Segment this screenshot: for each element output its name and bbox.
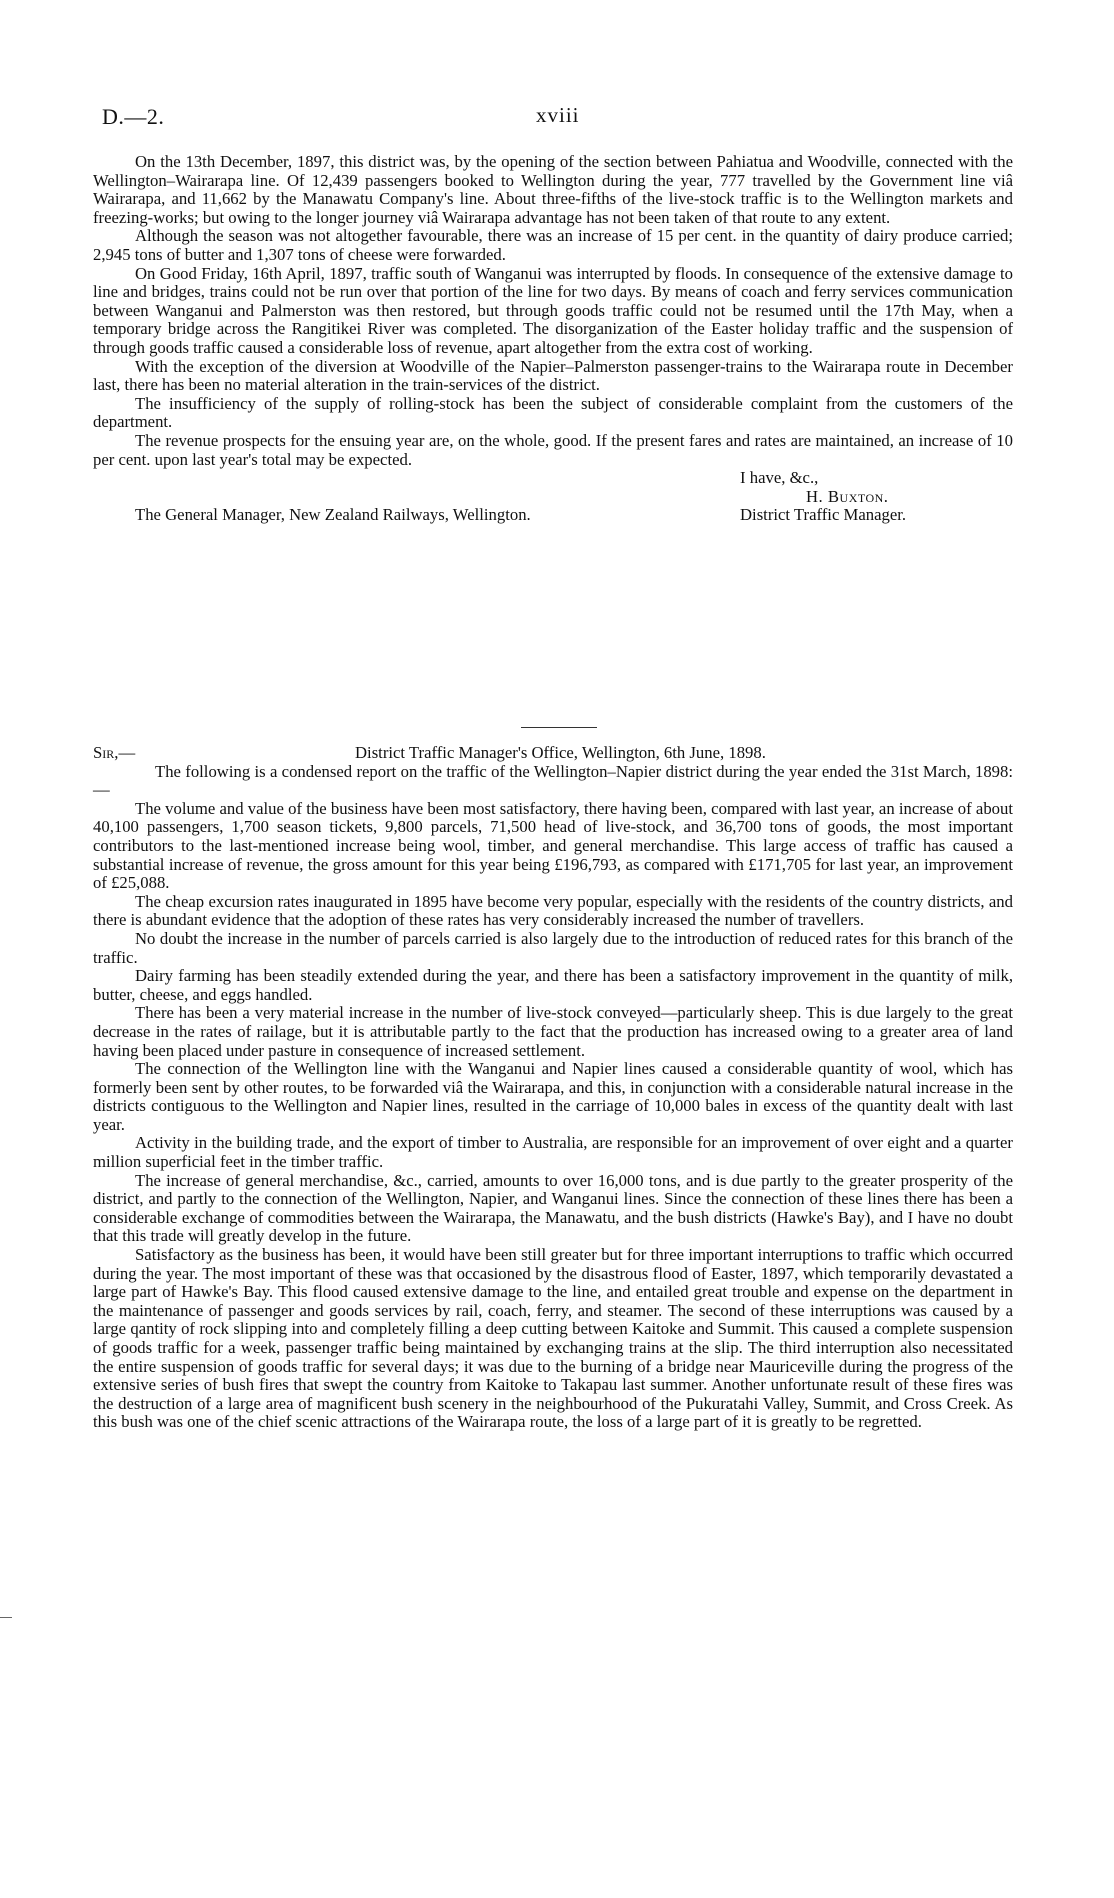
- paragraph: Although the season was not altogether favourable, there was an increase of 15 per cent. in the quantity of dairy produce carried; 2,945 tons of butter and 1,307 tons of cheese were forwarded.: [93, 226, 1013, 264]
- salutation: Sir,—: [93, 743, 136, 762]
- paragraph: Dairy farming has been steadily extended during the year, and there has been a satisfactory improvement in the quantity of milk, butter, cheese, and eggs handled.: [93, 966, 1013, 1004]
- addressee-line: [93, 506, 1013, 525]
- paragraph: The connection of the Wellington line with the Wanganui and Napier lines caused a considerable quantity of wool, which has formerly been sent by other routes, to be forwarded viâ the Wairarapa, and this, in conjunction with a considerable natural increase in the districts contiguous to the Wellington and Napier lines, resulted in the carriage of 10,000 bales in excess of the quantity dealt with last year.: [93, 1059, 1013, 1134]
- paragraph: The increase of general merchandise, &c., carried, amounts to over 16,000 tons, and is due partly to the greater prosperity of the district, and partly to the connection of the Wellington, Napier, and Wanganui lines. Since the connection of these lines there has been a considerable exchange of commodities between the Wairarapa, the Manawatu, and the bush districts (Hawke's Bay), and I have no doubt that this trade will greatly develop in the future.: [93, 1170, 1013, 1246]
- paragraph: The revenue prospects for the ensuing year are, on the whole, good. If the present fares and rates are maintained, an increase of 10 per cent. upon last year's total may be expected.: [93, 430, 1013, 469]
- paragraph: Satisfactory as the business has been, it would have been still greater but for three important interruptions to traffic which occurred during the year. The most important of these was that occasioned by the disastrous flood of Easter, 1897, which temporarily devastated a large part of Hawke's Bay. This flood caused extensive damage to the line, and entailed great trouble and expense on the department in the maintenance of passenger and goods services by rail, coach, ferry, and steamer. The second of these interruptions was caused by a large qantity of rock slipping into and completely filling a deep cutting between Kaitoke and Summit. This caused a complete suspension of goods traffic for a week, passenger traffic being maintained by exchanging trains at the slip. The third interruption also necessitated the entire suspension of goods traffic for several days; it was due to the burning of a bridge near Mauriceville during the progress of the extensive series of bush fires that swept the country from Kaitoke to Takapau last summer. Another unfortunate result of these fires was the destruction of a large area of magnificent bush scenery in the neighbourhood of the Pukuratahi Valley, Summit, and Cross Creek. As this bush was one of the chief scenic attractions of the Wairarapa route, the loss of a large part of it is greatly to be regretted.: [93, 1245, 1013, 1432]
- signature-block: [93, 469, 1013, 525]
- paragraph: The volume and value of the business have been most satisfactory, there having been, compared with last year, an increase of about 40,100 passengers, 1,700 season tickets, 9,800 parcels, 71,500 head of live-stock, and 36,700 tons of goods, the most important contributors to the last-mentioned increase being wool, timber, and general merchandise. This large access of traffic has caused a substantial increase of revenue, the gross amount for this year being £196,793, as compared with £171,705 for last year, an improvement of £25,088.: [93, 798, 1013, 893]
- paragraph: With the exception of the diversion at Woodville of the Napier–Palmerston passenger-trains to the Wairarapa route in December last, there has been no material alteration in the train-services of the district.: [93, 356, 1013, 395]
- signature: H. Buxton.: [806, 486, 889, 506]
- office-and-date: District Traffic Manager's Office, Wellington, 6th June, 1898.: [355, 743, 766, 762]
- paragraph: No doubt the increase in the number of parcels carried is also largely due to the introduction of reduced rates for this branch of the traffic.: [93, 928, 1013, 967]
- page-reference: D.—2.: [102, 104, 165, 129]
- report-section-2: [93, 744, 1013, 1432]
- closing: I have, &c.,: [740, 468, 819, 488]
- paragraph: On Good Friday, 16th April, 1897, traffic south of Wanganui was interrupted by floods. In consequence of the extensive damage to line and bridges, trains could not be run over that portion of the line for two days. By means of coach and ferry services communication between Wanganui and Palmerston was then restored, but through goods traffic could not be resumed until the 17th May, when a temporary bridge across the Rangitikei River was completed. The disorganization of the Easter holiday traffic and the suspension of through goods traffic caused a considerable loss of revenue, apart altogether from the extra cost of working.: [93, 263, 1013, 357]
- paragraph: The following is a condensed report on the traffic of the Wellington–Napier district during the year ended the 31st March, 1898:—: [93, 761, 1013, 800]
- paragraph: Activity in the building trade, and the export of timber to Australia, are responsible for an improvement of over eight and a quarter million superficial feet in the timber traffic.: [93, 1133, 1013, 1172]
- paragraph: The cheap excursion rates inaugurated in 1895 have become very popular, especially with the residents of the country districts, and there is abundant evidence that the adoption of these rates has very considerably increased the number of travellers.: [93, 891, 1013, 930]
- paragraph: There has been a very material increase in the number of live-stock conveyed—particularly sheep. This is due largely to the great decrease in the rates of railage, but it is attributable partly to the fact that the production has increased owing to a greater area of land having been placed under pasture in consequence of increased settlement.: [93, 1003, 1013, 1060]
- report-section-1: [93, 153, 1013, 525]
- margin-mark: [0, 1617, 12, 1618]
- letterhead: [93, 744, 1013, 763]
- section-divider: [521, 727, 597, 728]
- signer-title: District Traffic Manager.: [740, 505, 907, 525]
- page-number: xviii: [536, 103, 580, 127]
- paragraph: The insufficiency of the supply of rolling-stock has been the subject of considerable complaint from the customers of the department.: [93, 393, 1013, 432]
- paragraph: On the 13th December, 1897, this district was, by the opening of the section between Pahiatua and Woodville, connected with the Wellington–Wairarapa line. Of 12,439 passengers booked to Wellington during the year, 777 travelled by the Government line viâ Wairarapa, and 11,662 by the Manawatu Company's line. About three-fifths of the live-stock traffic is to the Wellington markets and freezing-works; but owing to the longer journey viâ Wairarapa advantage has not been taken of that route to any extent.: [93, 152, 1013, 227]
- addressee: The General Manager, New Zealand Railways, Wellington.: [135, 505, 531, 525]
